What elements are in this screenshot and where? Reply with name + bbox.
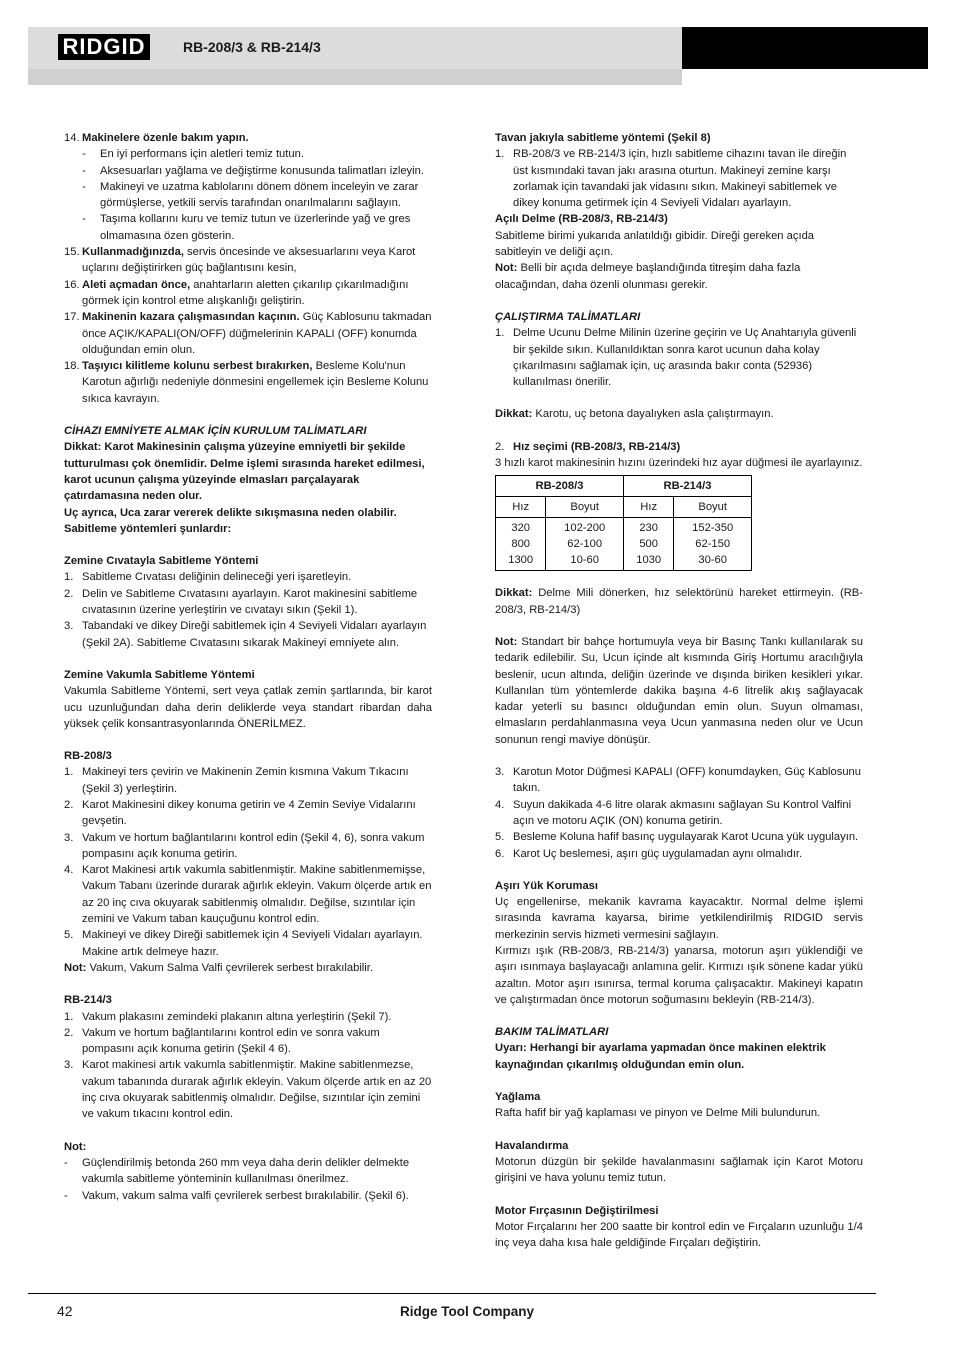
warning-text: Uç ayrıca, Uca zarar vererek delikte sıkışmasına neden olabilir.	[64, 506, 397, 519]
paragraph: Motorun düzgün bir şekilde havalanmasını sağlamak için Karot Motoru girişini ve hava yolunu temiz tutun.	[495, 1155, 863, 1185]
subsection-heading: Zemine Vakumla Sabitleme Yöntemi	[64, 668, 255, 681]
warning-text: Uyarı: Herhangi bir ayarlama yapmadan önce makinen elektrik kaynağından çıkarılmış olduğundan emin olun.	[495, 1042, 826, 1071]
list-item: 2. Vakum ve hortum bağlantılarını kontrol edin ve sonra vakum pompasını açık konuma getirin (Şekil 4 6).	[64, 1026, 380, 1056]
anchor-steps	[64, 569, 432, 650]
list-item: 4. Suyun dakikada 4-6 litre olarak akmasını sağlayan Su Kontrol Valfini açın ve motoru AÇIK (ON) konuma getirin.	[495, 798, 852, 827]
rb208-steps	[64, 764, 432, 960]
notes-list	[64, 1155, 432, 1204]
table-cell: 230 500 1030	[623, 518, 673, 571]
note: Not: Standart bir bahçe hortumuyla veya bir Basınç Tankı kullanılarak su tedarik edilebilir. Su, Ucun içinde alt kısmında Giriş Hortumu aracılığıyla beslenir, ucun altında, deliğin üzerinde ve dışında biriken kesikleri yıkar. Kullanılan tüm yöntemlerde dakika başına 4-6 litrelik akış sağlayacak kadar yeterli su basıncı olduğundan emin olun. Suyun olmaması, elmasların perdahlanmasına veya Ucun yanmasına neden olur ve Ucun sonunun rengi maviye dönüşür.	[495, 635, 863, 746]
list-item: - En iyi performans için aletleri temiz tutun.	[82, 148, 304, 161]
table-cell: 320 800 1300	[496, 518, 546, 571]
subsection-heading: RB-214/3	[64, 994, 112, 1007]
document-title: RB-208/3 & RB-214/3	[183, 39, 321, 55]
operating-steps-continued	[495, 764, 863, 862]
paragraph: Kırmızı ışık (RB-208/3, RB-214/3) yanarsa, motorun aşırı yüklendiği ve aşırı ısınmaya başlayacağı anlamına gelir. Kırmızı ışık sönene kadar yükü azaltın. Motor aşırı ısınırsa, termal koruma çalışacaktır. Makineyi kapatın ve çalıştırmadan önce motorun soğumasını bekleyin (RB-214/3).	[495, 944, 863, 1006]
table-cell: 152-350 62-150 30-60	[674, 518, 752, 571]
list-item: 1. Vakum plakasını zemindeki plakanın altına yerleştirin (Şekil 7).	[64, 1010, 392, 1023]
operating-steps	[495, 325, 863, 390]
note: Not: Belli bir açıda delmeye başlandığında titreşim daha fazla olacağından, daha özenli olunması gerekir.	[495, 262, 801, 291]
table-column-header: Boyut	[674, 497, 752, 518]
list-item: 1. Delme Ucunu Delme Milinin üzerine geçirin ve Uç Anahtarıyla güvenli bir şekilde sıkın. Kullanıldıktan sonra karot ucunun daha kolay çıkarılmasını sağlamak için, uç arasında bakır conta (52936) kullanılması önerilir.	[495, 327, 857, 389]
list-item: 18. Taşıyıcı kilitleme kolunu serbest bırakırken, Besleme Kolu'nun Karotun ağırlığı nedeniyle dönmesini engellemek için Besleme Kolunu sıkıca kavrayın.	[64, 360, 429, 405]
header-bar	[28, 27, 682, 69]
list-item: 4. Karot Makinesi artık vakumla sabitlenmiştir. Makine sabitlenmemişse, Vakum Tabanı üzerinde durarak ağırlık ekleyin. Vakum ölçerde artık en az 20 inç cıva okuyarak sabitlenmiş olmalıdır. Değilse, sızıntılar için zemini ve Vakum taban kauçuğunu kontrol edin.	[64, 864, 432, 926]
list-item: 2. Delin ve Sabitleme Cıvatasını ayarlayın. Karot makinesini sabitleme cıvatasının üzerine yerleştirin ve cıvatayı sıkın (Şekil 1).	[64, 587, 418, 617]
list-item: 2. Hız seçimi (RB-208/3, RB-214/3)	[495, 440, 681, 453]
list-item: - Aksesuarları yağlama ve değiştirme konusunda talimatları izleyin.	[82, 164, 424, 177]
warning-text: Sabitleme yöntemleri şunlardır:	[64, 522, 232, 535]
list-item: - Makineyi ve uzatma kablolarını dönem dönem inceleyin ve zarar görmüşlerse, yetkili servis tarafından onarılmalarını sağlayın.	[82, 180, 419, 210]
left-column	[64, 130, 432, 1204]
subsection-heading: Not:	[64, 1140, 87, 1153]
list-item: 6. Karot Uç beslemesi, aşırı güç uygulamadan aynı olmalıdır.	[495, 847, 803, 860]
item14-sublist	[64, 146, 432, 244]
list-item: 15. Kullanmadığınızda, servis öncesinde ve aksesuarlarını veya Karot uçlarını değiştirirken güç bağlantısını kesin,	[64, 246, 416, 275]
list-item: 16. Aleti açmadan önce, anahtarların aletten çıkarılıp çıkarılmadığını görmek için kontrol etme alışkanlığı geliştirin.	[64, 278, 409, 307]
subsection-heading: Tavan jakıyla sabitleme yöntemi (Şekil 8)	[495, 132, 711, 144]
list-item: 3. Karotun Motor Düğmesi KAPALI (OFF) konumdayken, Güç Kablosunu takın.	[495, 766, 862, 795]
ceiling-steps	[495, 146, 863, 211]
subsection-heading: RB-208/3	[64, 750, 112, 763]
list-item: 3. Karot makinesi artık vakumla sabitlenmiştir. Makine sabitlenmezse, vakum tabanında durarak ağırlık ekleyin. Vakum ölçerde artık en az 20 inç cıva okuyarak sabitlenmiş olmalıdır. Değilse, sızıntılar için zemini ve vakum tıkacını kontrol edin.	[64, 1059, 432, 1121]
list-item: - Taşıma kollarını kuru ve temiz tutun ve üzerlerinde yağ ve gres olmamasına özen gösterin.	[82, 213, 411, 242]
subsection-heading: Zemine Cıvatayla Sabitleme Yöntemi	[64, 555, 259, 568]
warning-text: Dikkat: Karot Makinesinin çalışma yüzeyine emniyetli bir şekilde tutturulması çok önemlidir. Delme işlemi sırasında hareket edilmesi, karot ucunun çalışma yüzeyinde elmasları parçalayarak çatırdamasına neden olur.	[64, 441, 425, 503]
table-column-header: Hız	[496, 497, 546, 518]
section-heading: ÇALIŞTIRMA TALİMATLARI	[495, 310, 641, 323]
list-item: 5. Besleme Koluna hafif basınç uygulayarak Karot Ucuna yük uygulayın.	[495, 831, 859, 844]
list-item: 1. Sabitleme Cıvatası deliğinin delineceği yeri işaretleyin.	[64, 571, 352, 584]
page-number: 42	[57, 1303, 73, 1319]
list-item: - Vakum, vakum salma valfi çevrilerek serbest bırakılabilir. (Şekil 6).	[64, 1189, 409, 1202]
subsection-heading: Havalandırma	[495, 1139, 569, 1152]
section-heading: BAKIM TALİMATLARI	[495, 1026, 609, 1039]
ridgid-logo: RIDGID	[58, 34, 150, 60]
paragraph: Uç engellenirse, mekanik kavrama kayacaktır. Normal delme işlemi sırasında kavrama kayarsa, birime yetkilendirilmiş RIDGID servis merkezinin servis hizmeti vermesini sağlayın.	[495, 896, 863, 941]
paragraph: Rafta hafif bir yağ kaplaması ve pinyon ve Delme Mili bulundurun.	[495, 1107, 821, 1120]
list-item: - Güçlendirilmiş betonda 260 mm veya daha derin delikler delmekte vakumla sabitleme yönteminin kullanılması önerilmez.	[64, 1156, 410, 1186]
list-item: 2. Karot Makinesini dikey konuma getirin ve 4 Zemin Seviye Vidalarını gevşetin.	[64, 798, 416, 828]
footer-rule	[28, 1293, 876, 1294]
right-column	[495, 130, 863, 1251]
paragraph: 3 hızlı karot makinesinin hızını üzerindeki hız ayar düğmesi ile ayarlayınız.	[495, 457, 863, 470]
paragraph: Motor Fırçalarını her 200 saatte bir kontrol edin ve Fırçaların uzunluğu 1/4 inç veya daha kısa hale geldiğinde Fırçaları değiştirin.	[495, 1220, 863, 1250]
caution: Dikkat: Delme Mili dönerken, hız selektörünü hareket ettirmeyin. (RB-208/3, RB-214/3)	[495, 587, 863, 616]
header-black-block	[682, 27, 928, 69]
list-item: 17. Makinenin kazara çalışmasından kaçının. Güç Kablosunu takmadan önce AÇIK/KAPALI(ON/OFF) düğmelerinin KAPALI (OFF) konumda olduğundan emin olun.	[64, 311, 432, 356]
subsection-heading: Motor Fırçasının Değiştirilmesi	[495, 1204, 659, 1217]
paragraph: Sabitleme birimi yukarıda anlatıldığı gibidir. Direği gereken açıda sabitleyin ve deliği açın.	[495, 229, 815, 259]
table-group-header: RB-208/3	[496, 476, 624, 497]
list-item: 1. Makineyi ters çevirin ve Makinenin Zemin kısmına Vakum Tıkacını (Şekil 3) yerleştirin.	[64, 766, 409, 795]
speed-table	[495, 475, 752, 571]
subsection-heading: Açılı Delme (RB-208/3, RB-214/3)	[495, 213, 668, 226]
page-header	[28, 27, 928, 69]
paragraph: Vakumla Sabitleme Yöntemi, sert veya çatlak zemin şartlarında, bir karot ucu uzunluğundan daha derin deliklerde veya standart ribardan daha yüksek çelik konsantrasyonlarında ÖNERİLMEZ.	[64, 685, 432, 730]
subsection-heading: Aşırı Yük Koruması	[495, 879, 599, 892]
note: Not: Vakum, Vakum Salma Valfi çevrilerek serbest bırakılabilir.	[64, 961, 373, 974]
section-heading: CİHAZI EMNİYETE ALMAK İÇİN KURULUM TALİMATLARI	[64, 425, 367, 438]
list-item: 3. Tabandaki ve dikey Direği sabitlemek için 4 Seviyeli Vidaları ayarlayın (Şekil 2A). Sabitleme Cıvatasını sıkarak Makineyi emniyete alın.	[64, 620, 427, 649]
caution: Dikkat: Karotu, uç betona dayalıyken asla çalıştırmayın.	[495, 408, 774, 421]
company-name: Ridge Tool Company	[400, 1304, 534, 1319]
table-cell: 102-200 62-100 10-60	[546, 518, 624, 571]
table-column-header: Boyut	[546, 497, 624, 518]
list-item: 3. Vakum ve hortum bağlantılarını kontrol edin (Şekil 4, 6), sonra vakum pompasını açık konuma getirin.	[64, 831, 425, 860]
table-group-header: RB-214/3	[623, 476, 751, 497]
list-item: 14. Makinelere özenle bakım yapın.	[64, 132, 249, 144]
header-grey-band	[28, 69, 682, 85]
list-item: 1. RB-208/3 ve RB-214/3 için, hızlı sabitleme cihazını tavan ile direğin üst kısmındaki tavan jakı arasına oturtun. Makineyi zemine karşı zorlamak için tavandaki jak vidasını sıkın. Makineyi sabitlemek ve dikey konuma getirmek için 4 Seviyeli Vidaları ayarlayın.	[495, 148, 847, 210]
list-item: 5. Makineyi ve dikey Direği sabitlemek için 4 Seviyeli Vidaları ayarlayın. Makine artık delmeye hazır.	[64, 929, 423, 958]
rb214-steps	[64, 1009, 432, 1123]
subsection-heading: Yağlama	[495, 1091, 541, 1104]
table-column-header: Hız	[623, 497, 673, 518]
